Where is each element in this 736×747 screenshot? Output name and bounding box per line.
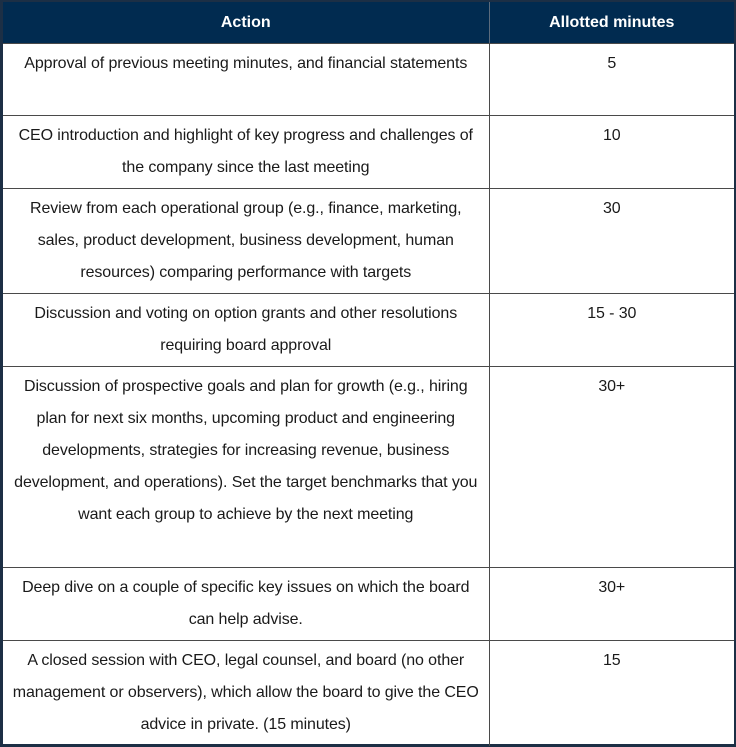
action-cell: CEO introduction and highlight of key progress and challenges of the company since the last meeting <box>3 116 489 189</box>
minutes-cell: 30+ <box>489 367 734 568</box>
minutes-cell: 30+ <box>489 568 734 641</box>
minutes-cell: 15 <box>489 641 734 746</box>
minutes-cell: 10 <box>489 116 734 189</box>
table-row <box>3 641 734 746</box>
table-row <box>3 44 734 116</box>
minutes-cell: 30 <box>489 189 734 294</box>
action-cell: Deep dive on a couple of specific key issues on which the board can help advise. <box>3 568 489 641</box>
action-cell: Review from each operational group (e.g., finance, marketing, sales, product development, business development, human resources) comparing performance with targets <box>3 189 489 294</box>
table-row <box>3 294 734 367</box>
minutes-cell: 5 <box>489 44 734 116</box>
table-row <box>3 568 734 641</box>
table-row <box>3 367 734 568</box>
minutes-cell: 15 - 30 <box>489 294 734 367</box>
header-row <box>3 2 734 44</box>
action-cell: Discussion of prospective goals and plan for growth (e.g., hiring plan for next six months, upcoming product and engineering developments, strategies for increasing revenue, business development, and operations). Set the target benchmarks that you want each group to achieve by the next meeting <box>3 367 489 568</box>
action-cell: Discussion and voting on option grants and other resolutions requiring board approval <box>3 294 489 367</box>
agenda-table <box>3 2 734 746</box>
header-action: Action <box>3 2 489 44</box>
action-cell: Approval of previous meeting minutes, and financial statements <box>3 44 489 116</box>
table-row <box>3 116 734 189</box>
table-row <box>3 189 734 294</box>
action-cell: A closed session with CEO, legal counsel, and board (no other management or observers), which allow the board to give the CEO advice in private. (15 minutes) <box>3 641 489 746</box>
header-allotted-minutes: Allotted minutes <box>489 2 734 44</box>
